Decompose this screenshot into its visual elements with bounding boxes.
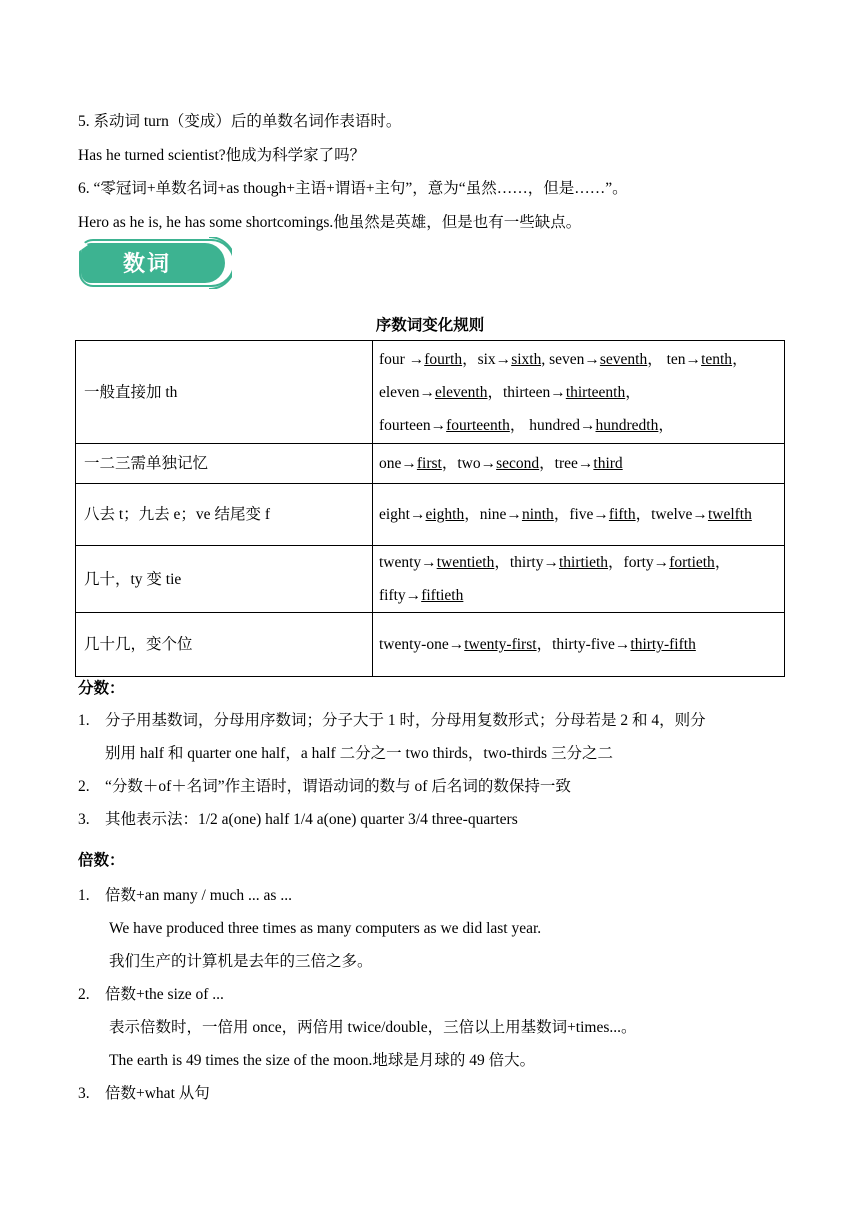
- example-text: ，: [625, 383, 641, 401]
- example-text: ，thirty→: [494, 554, 559, 571]
- item-text: 倍数+what 从句: [105, 1085, 210, 1102]
- item-number: 2.: [78, 778, 90, 795]
- table-row: [76, 613, 785, 677]
- answer-word: thirty-fifth: [630, 636, 696, 653]
- rule-cell: 几十几，变个位: [76, 613, 373, 677]
- example-text: ， hundred→: [509, 416, 596, 434]
- example-line: [379, 447, 776, 480]
- example-text: ，five→: [553, 506, 609, 523]
- example-text: ，: [714, 554, 731, 571]
- fraction-item: [78, 803, 706, 836]
- answer-word: twentieth: [436, 554, 495, 571]
- example-text: fifty→: [379, 587, 422, 604]
- example-line: [379, 409, 776, 442]
- answer-word: thirteenth: [565, 383, 626, 401]
- answer-word: eleventh: [434, 383, 488, 401]
- rule-cell: 几十，ty 变 tie: [76, 546, 373, 613]
- intro-line-2: Has he turned scientist?他成为科学家了吗？: [78, 147, 366, 164]
- rule-cell: 一二三需单独记忆: [76, 444, 373, 484]
- answer-word: twelfth: [707, 506, 752, 523]
- example-line: [379, 579, 776, 612]
- answer-word: tenth: [701, 350, 733, 368]
- section-title: 数词: [123, 252, 172, 277]
- example-text: ，twelve→: [635, 506, 708, 523]
- fractions-list: [78, 704, 706, 836]
- example-text: ， ten→: [647, 350, 702, 368]
- answer-word: first: [416, 455, 442, 472]
- example-text: ，six→: [462, 350, 512, 368]
- example-text: ，thirteen→: [487, 383, 566, 401]
- example-text: ，forty→: [608, 554, 670, 571]
- example-text: ，two→: [441, 455, 497, 472]
- item-example: The earth is 49 times the size of the moon.地球是月球的 49 倍大。: [109, 1052, 536, 1069]
- play-icon: [77, 237, 89, 253]
- multiple-item: [78, 978, 637, 1011]
- example-line: [379, 628, 776, 661]
- table-title: 序数词变化规则: [375, 317, 485, 334]
- answer-word: fiftieth: [421, 587, 464, 604]
- answer-word: hundredth: [595, 416, 659, 434]
- answer-word: ninth: [521, 506, 554, 523]
- table-row: [76, 444, 785, 484]
- table-row: [76, 484, 785, 546]
- item-number: 3.: [78, 1085, 90, 1102]
- examples-cell: [373, 341, 785, 444]
- answer-word: fourteenth: [446, 416, 510, 434]
- rule-cell: 一般直接加 th: [76, 341, 373, 444]
- multiples-list: [78, 879, 637, 1110]
- ordinal-rules-table: [75, 340, 785, 677]
- example-line: [379, 498, 776, 531]
- answer-word: fourth: [424, 350, 463, 368]
- example-text: twenty-one→: [379, 636, 465, 653]
- item-number: 2.: [78, 986, 90, 1003]
- example-text: eleven→: [379, 383, 435, 401]
- item-example: 我们生产的计算机是去年的三倍之多。: [109, 953, 373, 970]
- intro-line-3: 6. “零冠词+单数名词+as though+主语+谓语+主句”，意为“虽然……，但是……”。: [78, 180, 628, 197]
- item-example: We have produced three times as many computers as we did last year.: [109, 920, 542, 937]
- fraction-item: [78, 704, 706, 737]
- example-text: eight→: [379, 506, 426, 523]
- example-text: one→: [379, 455, 417, 472]
- example-text: ，tree→: [539, 455, 594, 472]
- item-text: 分子用基数词，分母用序数词；分子大于 1 时，分母用复数形式；分母若是 2 和 4，则分: [105, 712, 706, 729]
- examples-cell: [373, 613, 785, 677]
- answer-word: fortieth: [669, 554, 715, 571]
- rule-cell: 八去 t；九去 e；ve 结尾变 f: [76, 484, 373, 546]
- answer-word: eighth: [425, 506, 465, 523]
- item-example: 表示倍数时，一倍用 once，两倍用 twice/double，三倍以上用基数词+times...。: [109, 1019, 637, 1036]
- fraction-item: [78, 770, 706, 803]
- item-number: 1.: [78, 887, 90, 904]
- table-row: [76, 546, 785, 613]
- section-banner: [77, 237, 232, 289]
- intro-line-4: Hero as he is, he has some shortcomings.他虽然是英雄，但是也有一些缺点。: [78, 214, 582, 231]
- answer-word: fifth: [608, 506, 636, 523]
- multiple-item: [78, 1077, 637, 1110]
- multiples-heading: 倍数：: [78, 852, 125, 869]
- answer-word: second: [496, 455, 540, 472]
- example-line: [379, 376, 776, 409]
- answer-word: sixth,: [511, 350, 546, 368]
- example-text: four →: [379, 350, 425, 368]
- examples-cell: [373, 546, 785, 613]
- example-text: ，: [732, 350, 748, 368]
- item-text: 倍数+an many / much ... as ...: [105, 887, 292, 904]
- example-text: ，thirty-five→: [536, 636, 631, 653]
- multiple-item: [78, 879, 637, 912]
- item-text: 倍数+the size of ...: [105, 986, 224, 1003]
- fractions-heading: 分数：: [78, 680, 125, 697]
- example-text: ，: [658, 416, 674, 434]
- answer-word: twenty-first: [464, 636, 537, 653]
- item-text: 其他表示法：1/2 a(one) half 1/4 a(one) quarter 3/4 three-quarters: [105, 811, 518, 828]
- item-number: 3.: [78, 811, 90, 828]
- example-text: ，nine→: [464, 506, 522, 523]
- table-row: [76, 341, 785, 444]
- example-text: twenty→: [379, 554, 437, 571]
- answer-word: thirtieth: [558, 554, 609, 571]
- answer-word: seventh: [599, 350, 648, 368]
- item-number: 1.: [78, 712, 90, 729]
- intro-line-1: 5. 系动词 turn（变成）后的单数名词作表语时。: [78, 113, 402, 130]
- answer-word: third: [593, 455, 623, 472]
- item-continuation: 别用 half 和 quarter one half，a half 二分之一 two thirds，two-thirds 三分之二: [105, 745, 613, 762]
- example-line: [379, 546, 776, 579]
- example-text: fourteen→: [379, 416, 447, 434]
- examples-cell: [373, 484, 785, 546]
- item-text: “分数＋of＋名词”作主语时，谓语动词的数与 of 后名词的数保持一致: [105, 778, 571, 795]
- example-line: [379, 343, 776, 376]
- example-text: seven→: [545, 350, 600, 368]
- examples-cell: [373, 444, 785, 484]
